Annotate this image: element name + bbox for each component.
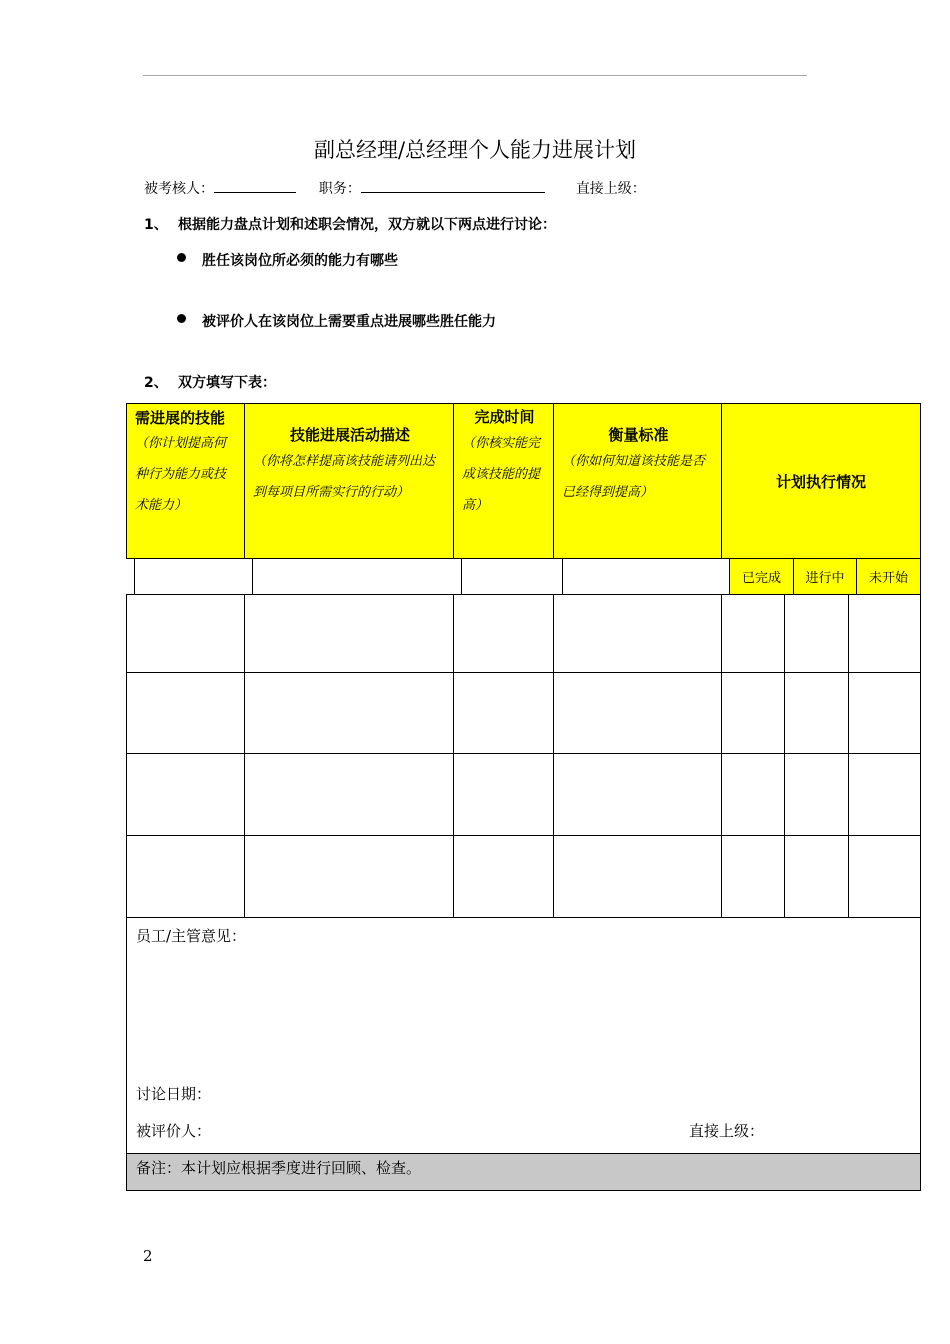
skill-cell[interactable] [126, 672, 245, 754]
subheader-cell [461, 558, 563, 595]
subheader-cell [562, 558, 730, 595]
header-skill-note: （你计划提高何种行为能力或技术能力） [135, 436, 227, 513]
subheader-cell [252, 558, 462, 595]
page-title: 副总经理/总经理个人能力进展计划 [313, 138, 637, 162]
completed-cell[interactable] [721, 753, 785, 836]
section-2-number: 2、 [144, 375, 168, 391]
section-1-text: 根据能力盘点计划和述职会情况，双方就以下两点进行讨论： [178, 217, 556, 233]
header-activity-title: 技能进展活动描述 [289, 426, 410, 444]
info-line [144, 178, 646, 198]
standard-cell[interactable] [553, 753, 722, 836]
header-status-title: 计划执行情况 [775, 472, 866, 491]
status-not-started: 未开始 [856, 558, 921, 595]
time-cell[interactable] [453, 672, 554, 754]
supervisor-sign-label: 直接上级： [689, 1122, 765, 1140]
note-text: 备注：本计划应根据季度进行回顾、检查。 [136, 1159, 422, 1177]
in-progress-cell[interactable] [784, 753, 849, 836]
in-progress-cell[interactable] [784, 835, 849, 918]
skill-cell[interactable] [126, 835, 245, 918]
activity-cell[interactable] [244, 753, 454, 836]
bullet-item-1: 胜任该岗位所必须的能力有哪些 [202, 253, 398, 269]
comments-label: 员工/主管意见： [136, 927, 247, 945]
status-in-progress: 进行中 [793, 558, 857, 595]
completed-cell[interactable] [721, 594, 785, 673]
subheader-cell [134, 558, 253, 595]
header-rule [143, 75, 807, 76]
page-number: 2 [143, 1247, 153, 1265]
position-label: 职务： [318, 181, 361, 197]
not-started-cell[interactable] [848, 672, 921, 754]
in-progress-cell[interactable] [784, 672, 849, 754]
bullet-item-2: 被评价人在该岗位上需要重点进展哪些胜任能力 [202, 314, 496, 330]
standard-cell[interactable] [553, 672, 722, 754]
header-standard-title: 衡量标准 [608, 426, 669, 444]
activity-cell[interactable] [244, 672, 454, 754]
supervisor-label: 直接上级： [575, 181, 646, 197]
time-cell[interactable] [453, 753, 554, 836]
bullet-icon [177, 253, 186, 262]
not-started-cell[interactable] [848, 835, 921, 918]
examinee-field[interactable] [214, 178, 296, 193]
header-time [453, 403, 554, 559]
examinee-label: 被考核人： [144, 181, 214, 197]
completed-cell[interactable] [721, 835, 785, 918]
position-field[interactable] [361, 178, 545, 193]
time-cell[interactable] [453, 594, 554, 673]
header-activity [244, 403, 454, 559]
standard-cell[interactable] [553, 594, 722, 673]
standard-cell[interactable] [553, 835, 722, 918]
not-started-cell[interactable] [848, 753, 921, 836]
header-standard [553, 403, 722, 559]
time-cell[interactable] [453, 835, 554, 918]
section-1-number: 1、 [144, 217, 168, 233]
header-skill-title: 需进展的技能 [135, 409, 226, 427]
skill-cell[interactable] [126, 753, 245, 836]
header-activity-note: （你将怎样提高该技能请列出达到每项目所需实行的行动） [253, 454, 436, 500]
activity-cell[interactable] [244, 835, 454, 918]
header-status [721, 403, 921, 559]
header-time-note: （你核实能完成该技能的提高） [462, 436, 541, 513]
development-plan-table [126, 403, 921, 1191]
header-time-title: 完成时间 [474, 408, 535, 426]
header-skill [126, 403, 245, 559]
section-2-text: 双方填写下表： [178, 375, 276, 391]
comments-block[interactable] [126, 917, 921, 1154]
skill-cell[interactable] [126, 594, 245, 673]
activity-cell[interactable] [244, 594, 454, 673]
evaluatee-label: 被评价人： [136, 1122, 212, 1140]
note-row [126, 1153, 921, 1191]
completed-cell[interactable] [721, 672, 785, 754]
not-started-cell[interactable] [848, 594, 921, 673]
in-progress-cell[interactable] [784, 594, 849, 673]
discussion-date-label: 讨论日期： [136, 1085, 212, 1103]
bullet-icon [177, 314, 186, 323]
status-completed: 已完成 [729, 558, 794, 595]
header-standard-note: （你如何知道该技能是否已经得到提高） [562, 454, 706, 500]
